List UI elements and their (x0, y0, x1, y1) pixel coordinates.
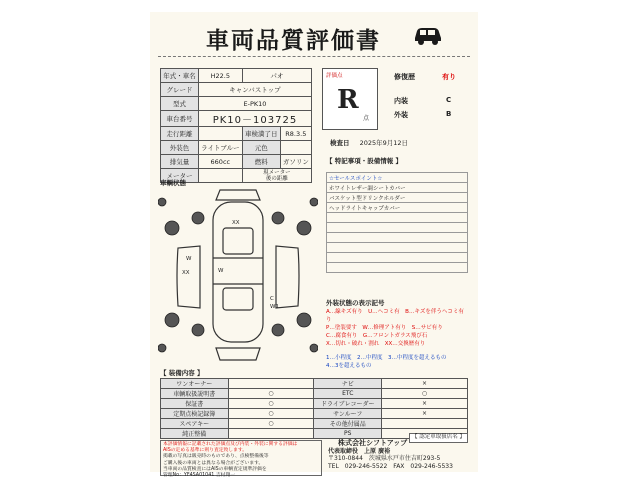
equipment-label: 定期点検記録簿 (161, 409, 229, 419)
repair-value: 有り (442, 73, 456, 81)
note-item (327, 263, 468, 273)
certifier: 管理No：YF4SA01041 吉村翔一 (163, 473, 236, 479)
damage-mark: XX (182, 270, 190, 276)
meter-value (198, 169, 242, 183)
note-item: ヘッドライトキャップカバー (327, 203, 468, 213)
note-item (327, 233, 468, 243)
disclaimer-line: 当車両の品質検査にはAISの車輌査定規準評価を (163, 466, 267, 472)
interior-label: 内装 (394, 97, 408, 105)
exterior-color-label: 外装色 (161, 141, 199, 155)
equipment-table (160, 378, 468, 439)
score-box (322, 68, 378, 130)
equipment-value: ○ (382, 389, 468, 399)
repair-label: 修復歴 (394, 73, 415, 81)
dealer-address: 〒310-0844 茨城県水戸市住吉町293-5 (328, 455, 441, 462)
equipment-label: ナビ (314, 379, 382, 389)
car-icon (412, 24, 444, 46)
equipment-value: × (382, 399, 468, 409)
damage-mark: W (186, 256, 192, 262)
title-divider (158, 56, 470, 57)
disclaimer-line: ご購入後の車両とは異なる場合がございます。 (163, 460, 264, 466)
original-color (280, 141, 311, 155)
note-item (327, 213, 468, 223)
equipment-value: ○ (228, 399, 314, 409)
note-item: バスケット型ドリンクホルダー (327, 193, 468, 203)
equipment-label: ETC (314, 389, 382, 399)
dealer-phone: TEL 029-246-5522 FAX 029-246-5533 (328, 462, 453, 470)
equipment-row (161, 389, 468, 399)
chassis-number: PK10－103725 (198, 111, 311, 127)
grade: キャンバストップ (198, 83, 311, 97)
grade-label: グレード (161, 83, 199, 97)
inspection-date-row (330, 138, 408, 147)
inspection-date-label: 検査日 (330, 139, 350, 147)
equipment-heading: 【 装備内容 】 (160, 369, 204, 377)
note-item (327, 253, 468, 263)
equipment-value: ○ (228, 419, 314, 429)
vehicle-info-table (160, 68, 312, 183)
equipment-value (228, 429, 314, 439)
equipment-row (161, 409, 468, 419)
legend-line: 4…3を超えるもの (326, 363, 372, 369)
equipment-label: ドライブレコーダー (314, 399, 382, 409)
legend-line: 1…小程度 2…中程度 3…中程度を超えるもの (326, 355, 447, 361)
equipment-value (228, 379, 314, 389)
legend-heading: 外装状態の表示記号 (326, 299, 385, 307)
chassis-label: 車台番号 (161, 111, 199, 127)
dealer-badge: 【 認定車取扱店名 】 (409, 433, 468, 443)
model-year: H22.5 (198, 69, 242, 83)
legend-line: X…切れ・破れ・割れ XX…交換歴有り (326, 341, 426, 347)
type-label: 型式 (161, 97, 199, 111)
displacement-label: 排気量 (161, 155, 199, 169)
appraisal-sheet (150, 12, 478, 479)
model-year-label: 年式・車名 (161, 69, 199, 83)
fuel: ガソリン (280, 155, 311, 169)
diagram-heading: 車輌状態 (160, 179, 186, 187)
legend-line: P…塗装要す W…修理アト有り S…サビ有り (326, 325, 443, 331)
score-value: R (337, 85, 359, 115)
equipment-row (161, 399, 468, 409)
equipment-label: その他付属品 (314, 419, 382, 429)
equipment-value: ○ (228, 409, 314, 419)
page-title: 車両品質評価書 (206, 27, 381, 54)
inspection-expiry: R8.3.5 (280, 127, 311, 141)
legend-line: C…腐食有り G…フロントガラス飛び石 (326, 333, 428, 339)
disclaimer-line: AISの定める基準に則り査定致します。 (163, 448, 248, 454)
notes-table (326, 172, 468, 273)
damage-mark: XX (232, 220, 240, 226)
original-color-label: 元色 (242, 141, 280, 155)
inspection-label: 車検満了日 (242, 127, 280, 141)
equipment-value: × (382, 379, 468, 389)
equipment-label: サンルーフ (314, 409, 382, 419)
equipment-label: 車輌取扱説明書 (161, 389, 229, 399)
meter-note (242, 169, 311, 183)
fuel-label: 燃料 (242, 155, 280, 169)
mileage-label: 走行距離 (161, 127, 199, 141)
score-title: 評価点 (326, 73, 343, 79)
mileage-value (198, 127, 242, 141)
equipment-row (161, 419, 468, 429)
vehicle-damage-diagram (158, 188, 318, 363)
exterior-grade: B (446, 110, 452, 118)
type: E-PK10 (198, 97, 311, 111)
notes-heading: 【 特記事項・設備情報 】 (326, 157, 403, 165)
equipment-value: ○ (228, 389, 314, 399)
legend (326, 308, 468, 370)
car-name: パオ (242, 69, 311, 83)
equipment-value: × (382, 409, 468, 419)
equipment-label: 純正整備 (161, 429, 229, 439)
meter-label: メーター (161, 169, 199, 183)
disclaimer-line: 掲載の写真は販売時のものであり、点検整備後等 (163, 454, 269, 460)
score-unit: 点 (363, 115, 370, 122)
note-item: ホワイトレザー調シートカバー (327, 183, 468, 193)
sales-point-heading: ☆セールスポイント☆ (327, 173, 468, 183)
equipment-row (161, 379, 468, 389)
exterior-color: ライトブルー (198, 141, 242, 155)
disclaimer-box (160, 440, 322, 479)
legend-line: A…線キズ有り U…ヘコミ有 B…キズを伴うヘコミ有り (326, 309, 464, 323)
note-item (327, 223, 468, 233)
dealer-info (328, 434, 468, 470)
dealer-representative: 代表取締役 上原 廣裕 (328, 447, 391, 455)
damage-mark: W1 (270, 304, 279, 310)
disclaimer-line: 本評価情報に記載された評価点及び内装・外装に関する評価は (163, 442, 298, 447)
damage-mark: C (270, 296, 274, 302)
exterior-label: 外装 (394, 111, 408, 119)
equipment-label: PS (314, 429, 382, 439)
equipment-label: 保証書 (161, 399, 229, 409)
equipment-label: ワンオーナー (161, 379, 229, 389)
equipment-label: スペアキー (161, 419, 229, 429)
displacement: 660cc (198, 155, 242, 169)
meter-note-1: 現メーター (263, 169, 291, 176)
equipment-value (382, 419, 468, 429)
evaluation-panel (322, 68, 470, 138)
note-item (327, 243, 468, 253)
damage-mark: W (218, 268, 224, 274)
meter-note-2: 後の距離 (265, 175, 288, 182)
inspection-date: 2025年9月12日 (359, 139, 409, 147)
dealer-name: 株式会社シフトアップ (338, 439, 408, 447)
interior-grade: C (446, 96, 452, 104)
